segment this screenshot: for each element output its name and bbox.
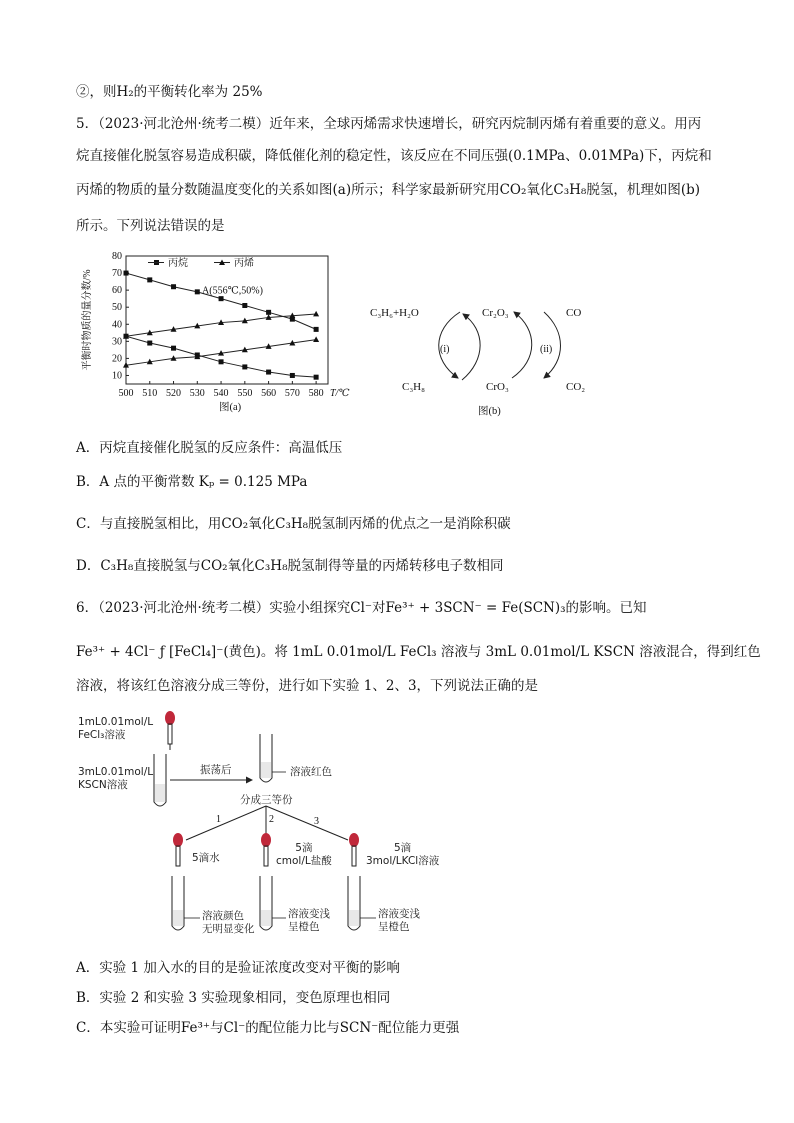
cycle-i-right-arc [462,314,480,380]
branch-2-label: 2 [269,814,274,825]
step-ii-label: (ii) [540,344,553,355]
y-tick-label: 50 [112,302,122,314]
square-marker [147,277,152,282]
x-tick-label: 530 [189,388,205,399]
x-tick-label: 510 [142,388,158,399]
branch-3-label: 3 [314,816,319,827]
triangle-marker [313,311,319,317]
c3h8-label: C₃H₈ [402,381,425,393]
x-tick-label: 570 [284,388,300,399]
dropper-fecl3 [165,711,175,750]
square-marker [124,271,129,276]
red-solution-label: 溶液红色 [290,766,332,778]
square-marker [124,334,129,339]
add-hcl-label: 5滴 cmol/L盐酸 [276,842,332,867]
y-tick-label: 40 [112,319,122,331]
y-axis-label: 平衡时物质的量分数/% [82,269,93,371]
q5-option-a: A．丙烷直接催化脱氢的反应条件：高温低压 [76,440,343,456]
result-3-label: 溶液变浅 呈橙色 [378,908,420,933]
square-marker [314,375,319,380]
figure-b-mechanism [360,290,610,420]
square-marker [266,370,271,375]
square-marker [266,310,271,315]
q6-stem-line-2: Fe³⁺ + 4Cl⁻ ƒ [FeCl₄]⁻(黄色)。将 1mL 0.01mol/L FeCl₃ 溶液与 3mL 0.01mol/L KSCN 溶液混合，得到红色 [76,644,761,660]
co-label: CO [566,307,582,319]
q5-option-d: D．C₃H₈直接脱氢与CO₂氧化C₃H₈脱氢制得等量的丙烯转移电子数相同 [76,558,504,574]
legend-label-1: 丙烷 [168,258,188,269]
square-marker [290,373,295,378]
q6-stem-line-1: 6．（2023·河北沧州·统考二模）实验小组探究Cl⁻对Fe³⁺ + 3SCN⁻ = Fe(SCN)₃的影响。已知 [76,600,647,616]
shake-label: 振荡后 [200,764,232,776]
dropper-kcl [349,833,359,866]
plot-frame [126,256,328,384]
y-tick-label: 30 [112,336,122,348]
dropper-hcl [261,833,271,866]
split-label: 分成三等份 [240,794,293,806]
figure-a-caption: 图(a) [219,402,242,413]
x-axis-label: T/℃ [330,388,350,399]
kscn-label: 3mL0.01mol/L KSCN溶液 [78,766,154,791]
q6-option-a: A．实验 1 加入水的目的是验证浓度改变对平衡的影响 [76,960,400,976]
square-marker [147,341,152,346]
x-tick-label: 560 [261,388,277,399]
x-tick-label: 500 [118,388,134,399]
test-tube-1 [172,876,200,930]
c3h6-h2o-label: C₃H₆+H₂O [370,307,419,319]
x-tick-label: 520 [166,388,182,399]
cro3-label: CrO₃ [486,381,509,393]
test-tube-2 [260,876,286,930]
y-tick-label: 60 [112,285,122,297]
dropper-water [173,833,183,866]
series-line [126,336,316,377]
triangle-marker [313,336,319,342]
square-marker [171,346,176,351]
y-tick-label: 70 [112,268,122,280]
q5-option-c: C．与直接脱氢相比，用CO₂氧化C₃H₈脱氢制丙烯的优点之一是消除积碳 [76,516,511,532]
legend-label-2: 丙烯 [234,258,254,269]
test-tube-3 [348,876,376,930]
square-marker [195,289,200,294]
cycle-ii-left-arc [512,312,532,378]
x-tick-label: 550 [237,388,253,399]
figure-a-chart [76,248,350,424]
result-1-label: 溶液颜色 无明显变化 [202,910,255,935]
annotation-point-a: A(556℃,50%) [202,285,263,297]
square-marker [242,364,247,369]
y-tick-label: 80 [112,251,122,262]
q5-stem-line-3: 丙烯的物质的量分数随温度变化的关系如图(a)所示；科学家最新研究用CO₂氧化C₃H₈脱氢，机理如图(b) [76,182,700,198]
test-tube-kscn [154,754,166,806]
square-marker [219,296,224,301]
figure-b-caption: 图(b) [478,406,501,417]
q6-option-b: B．实验 2 和实验 3 实验现象相同，变色原理也相同 [76,990,391,1006]
cr2o3-label: Cr₂O₃ [482,307,509,319]
result-2-label: 溶液变浅 呈橙色 [288,908,330,933]
test-tube-red-solution [260,734,286,782]
q5-option-b: B．A 点的平衡常数 Kₚ = 0.125 MPa [76,474,308,490]
square-marker [171,284,176,289]
step-i-label: (i) [440,344,450,355]
x-tick-label: 540 [213,388,229,399]
add-water-label: 5滴水 [192,852,220,864]
fecl3-label: 1mL0.01mol/L FeCl₃溶液 [78,716,154,741]
q6-option-c: C．本实验可证明Fe³⁺与Cl⁻的配位能力比与SCN⁻配位能力更强 [76,1020,460,1036]
y-tick-label: 10 [112,370,122,382]
square-marker [219,359,224,364]
branch-1-label: 1 [216,814,221,825]
add-kcl-label: 5滴 3mol/LKCl溶液 [366,842,440,867]
x-tick-label: 580 [308,388,324,399]
co2-label: CO₂ [566,381,586,393]
prev-answer-line: ②，则H₂的平衡转化率为 25% [76,84,263,100]
square-marker [314,327,319,332]
square-marker [242,303,247,308]
q5-stem-line-1: 5．（2023·河北沧州·统考二模）近年来，全球丙烯需求快速增长，研究丙烷制丙烯有着重要的意义。用丙 [76,116,702,132]
q6-stem-line-3: 溶液，将该红色溶液分成三等份，进行如下实验 1、2、3，下列说法正确的是 [76,678,539,694]
q5-stem-line-4: 所示。下列说法错误的是 [76,218,225,234]
q5-stem-line-2: 烷直接催化脱氢容易造成积碳，降低催化剂的稳定性，该反应在不同压强(0.1MPa、0.01MPa)下，丙烷和 [76,148,712,164]
y-tick-label: 20 [112,353,122,365]
